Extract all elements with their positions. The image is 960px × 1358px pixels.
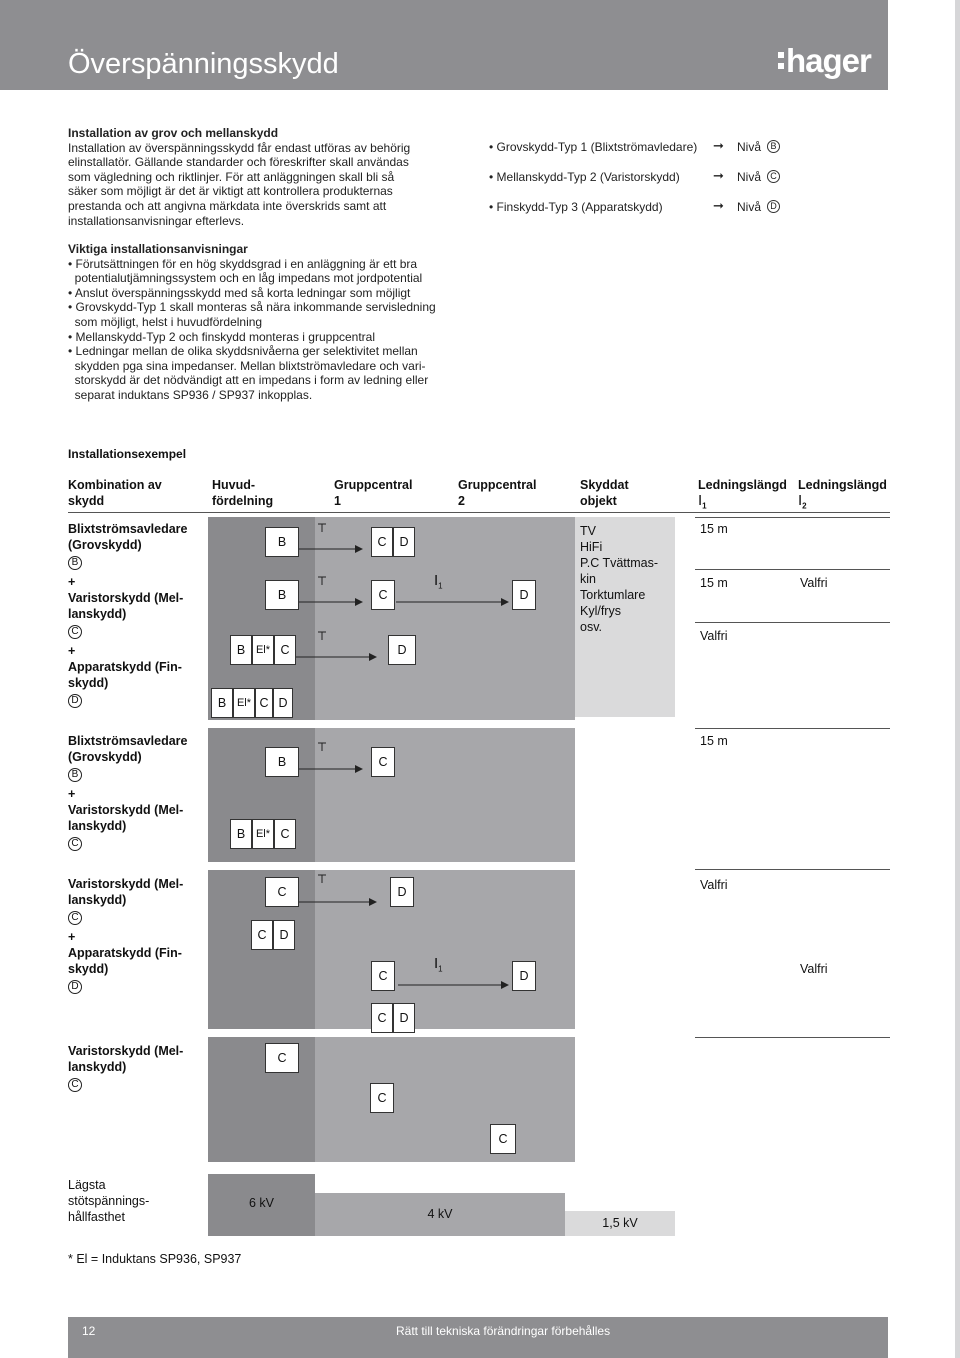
- niva-label: Nivå: [737, 200, 762, 214]
- intro-section: [68, 126, 468, 228]
- cell-b: B: [211, 688, 233, 718]
- header-skyddat: [580, 477, 629, 509]
- level-row: [489, 138, 789, 168]
- withstand-1-5kv: [565, 1211, 675, 1236]
- niva-label: Nivå: [737, 140, 762, 154]
- intro-line: Installation av överspänningsskydd får endast utföras av behörig: [68, 140, 411, 155]
- level-code: B: [68, 768, 82, 782]
- intro-line: säker som möjligt är det är viktigt att kontrollera produkternas: [68, 184, 393, 199]
- hdr-line: Skyddat: [580, 478, 629, 492]
- withstand-value: 6 kV: [248, 1196, 274, 1210]
- level-code: C: [68, 1078, 82, 1092]
- label-line: (Grovskydd): [68, 538, 142, 552]
- important-line: storskydd är det nödvändigt att en impedans i form av ledning eller: [68, 373, 429, 388]
- hdr-line: Ledningslängd: [698, 478, 787, 492]
- intro-line: prestanda och att angivna märkdata inte överskrids samt att: [68, 198, 387, 213]
- object-line: kin: [580, 572, 596, 586]
- withstand-label: [68, 1177, 149, 1225]
- row-line: [695, 517, 890, 518]
- important-line: som möjligt, helst i huvudfördelning: [68, 314, 263, 329]
- protected-objects: [580, 523, 658, 635]
- cell-c: C: [371, 961, 395, 991]
- hdr-line: 2: [458, 494, 465, 508]
- cell-el: El*: [233, 688, 255, 718]
- cell-c: C: [371, 527, 393, 557]
- label-line: hållfasthet: [68, 1210, 125, 1224]
- label-line: Lägsta: [68, 1178, 106, 1192]
- label-line: Varistorskydd (Mel-: [68, 803, 184, 817]
- important-line: • Mellanskydd-Typ 2 och finskydd monteras i gruppcentral: [68, 329, 376, 344]
- cell-b: B: [265, 747, 299, 777]
- cell-c: C: [255, 688, 273, 718]
- row-line: [695, 622, 890, 623]
- label-line: +: [68, 787, 76, 801]
- cell-c: C: [265, 877, 299, 907]
- example-title: Installationsexempel: [68, 447, 187, 461]
- niva-label: Nivå: [737, 170, 762, 184]
- label-line: Varistorskydd (Mel-: [68, 1044, 184, 1058]
- level-code: C: [68, 625, 82, 639]
- ledning2-symbol: $I_2$: [798, 492, 807, 511]
- arrow-icon: ➞: [713, 168, 724, 183]
- hdr-sub: 2: [802, 501, 807, 511]
- cell-b: B: [230, 819, 252, 849]
- cell-el: El*: [252, 819, 274, 849]
- cell-d: D: [388, 635, 416, 665]
- important-section: [68, 242, 488, 403]
- footer-note: Rätt till tekniska förändringar förbehålles: [396, 1324, 611, 1338]
- edge-strip: [955, 90, 960, 1358]
- header-huvud: [212, 477, 273, 509]
- cell-el: El*: [252, 635, 274, 665]
- label-line: stötspännings-: [68, 1194, 150, 1208]
- header-divider: [68, 512, 890, 513]
- label-line: Varistorskydd (Mel-: [68, 877, 184, 891]
- length-value: 15 m: [700, 522, 728, 536]
- important-line: separat induktans SP936 / SP937 inkopplas.: [68, 387, 313, 402]
- label-line: Blixtströmsavledare: [68, 734, 188, 748]
- hdr-line: Ledningslängd: [798, 478, 887, 492]
- label-line: +: [68, 930, 76, 944]
- important-line: • Grovskydd-Typ 1 skall monteras så nära inkommande servisledning: [68, 300, 436, 315]
- object-line: P.C Tvättmas-: [580, 556, 659, 570]
- intro-line: som vägledning och riktlinjer. För att anläggningen skall bli så: [68, 169, 395, 184]
- important-line: • Förutsättningen för en hög skyddsgrad i en anläggning är ett bra: [68, 256, 418, 271]
- cell-d: D: [512, 961, 536, 991]
- cell-c: C: [371, 580, 395, 610]
- label-line: +: [68, 644, 76, 658]
- cell-d: D: [273, 688, 293, 718]
- label-line: Apparatskydd (Fin-: [68, 946, 182, 960]
- page-title: Överspänningsskydd: [68, 48, 339, 80]
- hdr-line: objekt: [580, 494, 617, 508]
- arrow-icon: ➞: [713, 198, 724, 213]
- level-code: B: [68, 556, 82, 570]
- symbol-sub: 1: [438, 581, 443, 591]
- important-heading: Viktiga installationsanvisningar: [68, 242, 248, 256]
- row-line: [695, 869, 890, 870]
- length-value: Valfri: [800, 576, 828, 590]
- hdr-line: 1: [334, 494, 341, 508]
- inductor-symbol: $I_1$: [434, 572, 443, 591]
- header-kombination: [68, 477, 162, 509]
- page-header: [0, 0, 888, 90]
- label-line: Varistorskydd (Mel-: [68, 591, 184, 605]
- hdr-line: skydd: [68, 494, 105, 508]
- row-line: [695, 728, 890, 729]
- ledning1-symbol: $I_1$: [698, 492, 707, 511]
- level-text: • Grovskydd-Typ 1 (Blixtströmavledare): [489, 140, 698, 154]
- hdr-sub: 1: [702, 501, 707, 511]
- intro-heading: Installation av grov och mellanskydd: [68, 126, 279, 140]
- length-value: Valfri: [700, 629, 728, 643]
- label-line: lanskydd): [68, 1060, 127, 1074]
- cell-d: D: [273, 920, 295, 950]
- level-row: [489, 168, 789, 198]
- level-niva: [737, 140, 780, 154]
- label-line: skydd): [68, 962, 109, 976]
- hdr-line: Gruppcentral: [334, 478, 413, 492]
- page-footer: [68, 1317, 888, 1358]
- row3-labels: [68, 876, 183, 994]
- cell-d: D: [393, 527, 415, 557]
- object-line: osv.: [580, 620, 602, 634]
- label-line: lanskydd): [68, 893, 127, 907]
- important-line: potentialutjämningssystem och en låg impedans mot jordpotential: [68, 271, 423, 286]
- object-line: TV: [580, 524, 596, 538]
- important-line: • Anslut överspänningsskydd med så korta ledningar som möjligt: [68, 285, 411, 300]
- level-code: C: [767, 170, 780, 183]
- important-line: skydden pga sina impedanser. Mellan blixtströmavledare och vari-: [68, 358, 426, 373]
- label-line: lanskydd): [68, 607, 127, 621]
- object-line: Torktumlare: [580, 588, 646, 602]
- cell-b: B: [265, 580, 299, 610]
- label-line: skydd): [68, 676, 109, 690]
- length-value: 15 m: [700, 576, 728, 590]
- level-text: • Mellanskydd-Typ 2 (Varistorskydd): [489, 170, 680, 184]
- level-code: D: [68, 980, 82, 994]
- header-grupp2: [458, 477, 537, 509]
- inductor-symbol: $I_1$: [434, 955, 443, 974]
- footnote: * El = Induktans SP936, SP937: [68, 1252, 242, 1266]
- cell-c: C: [490, 1124, 516, 1154]
- protection-levels: [489, 138, 789, 228]
- cell-d: D: [390, 877, 414, 907]
- withstand-6kv: [208, 1174, 315, 1236]
- row-line: [695, 569, 890, 570]
- level-niva: [737, 200, 780, 214]
- length-value: 15 m: [700, 734, 728, 748]
- page-number: 12: [82, 1324, 96, 1338]
- level-row: [489, 198, 789, 228]
- cell-c: C: [371, 747, 395, 777]
- edge-strip-top: [888, 0, 960, 90]
- length-value: Valfri: [800, 962, 828, 976]
- cell-c: C: [371, 1003, 393, 1033]
- logo-text: hager: [786, 42, 871, 79]
- level-code: D: [767, 200, 780, 213]
- hdr-line: Huvud-: [212, 478, 256, 492]
- row1-labels: [68, 521, 188, 708]
- cell-c: C: [274, 635, 296, 665]
- level-text: • Finskydd-Typ 3 (Apparatskydd): [489, 200, 663, 214]
- row4-labels: [68, 1043, 183, 1092]
- cell-b: B: [265, 527, 299, 557]
- cell-b: B: [230, 635, 252, 665]
- hdr-line: Kombination av: [68, 478, 162, 492]
- cell-d: D: [393, 1003, 415, 1033]
- important-line: • Ledningar mellan de olika skyddsnivåerna ger selektivitet mellan: [68, 344, 418, 359]
- cell-c: C: [251, 920, 273, 950]
- cell-c: C: [370, 1083, 394, 1113]
- hager-logo: [772, 42, 871, 80]
- header-ledning1: [698, 477, 787, 515]
- length-value: Valfri: [700, 878, 728, 892]
- label-line: Apparatskydd (Fin-: [68, 660, 182, 674]
- cell-c: C: [265, 1043, 299, 1073]
- level-code: C: [68, 911, 82, 925]
- withstand-value: 1,5 kV: [602, 1216, 638, 1230]
- header-ledning2: [798, 477, 887, 515]
- intro-line: installationsanvisningar efterlevs.: [68, 213, 245, 228]
- symbol-sub: 1: [438, 964, 443, 974]
- hdr-line: fördelning: [212, 494, 274, 508]
- object-line: Kyl/frys: [580, 604, 621, 618]
- cell-d: D: [512, 580, 536, 610]
- hdr-line: Gruppcentral: [458, 478, 537, 492]
- label-line: Blixtströmsavledare: [68, 522, 188, 536]
- row-line: [695, 1037, 890, 1038]
- withstand-value: 4 kV: [427, 1207, 453, 1221]
- withstand-4kv: [315, 1193, 565, 1236]
- row2-labels: [68, 733, 188, 851]
- header-grupp1: [334, 477, 413, 509]
- level-code: D: [68, 694, 82, 708]
- label-line: lanskydd): [68, 819, 127, 833]
- label-line: +: [68, 575, 76, 589]
- arrow-icon: ➞: [713, 138, 724, 153]
- level-code: C: [68, 837, 82, 851]
- label-line: (Grovskydd): [68, 750, 142, 764]
- intro-line: elinstallatör. Gällande standarder och föreskrifter skall användas: [68, 155, 409, 170]
- level-code: B: [767, 140, 780, 153]
- level-niva: [737, 170, 780, 184]
- cell-c: C: [274, 819, 296, 849]
- object-line: HiFi: [580, 540, 603, 554]
